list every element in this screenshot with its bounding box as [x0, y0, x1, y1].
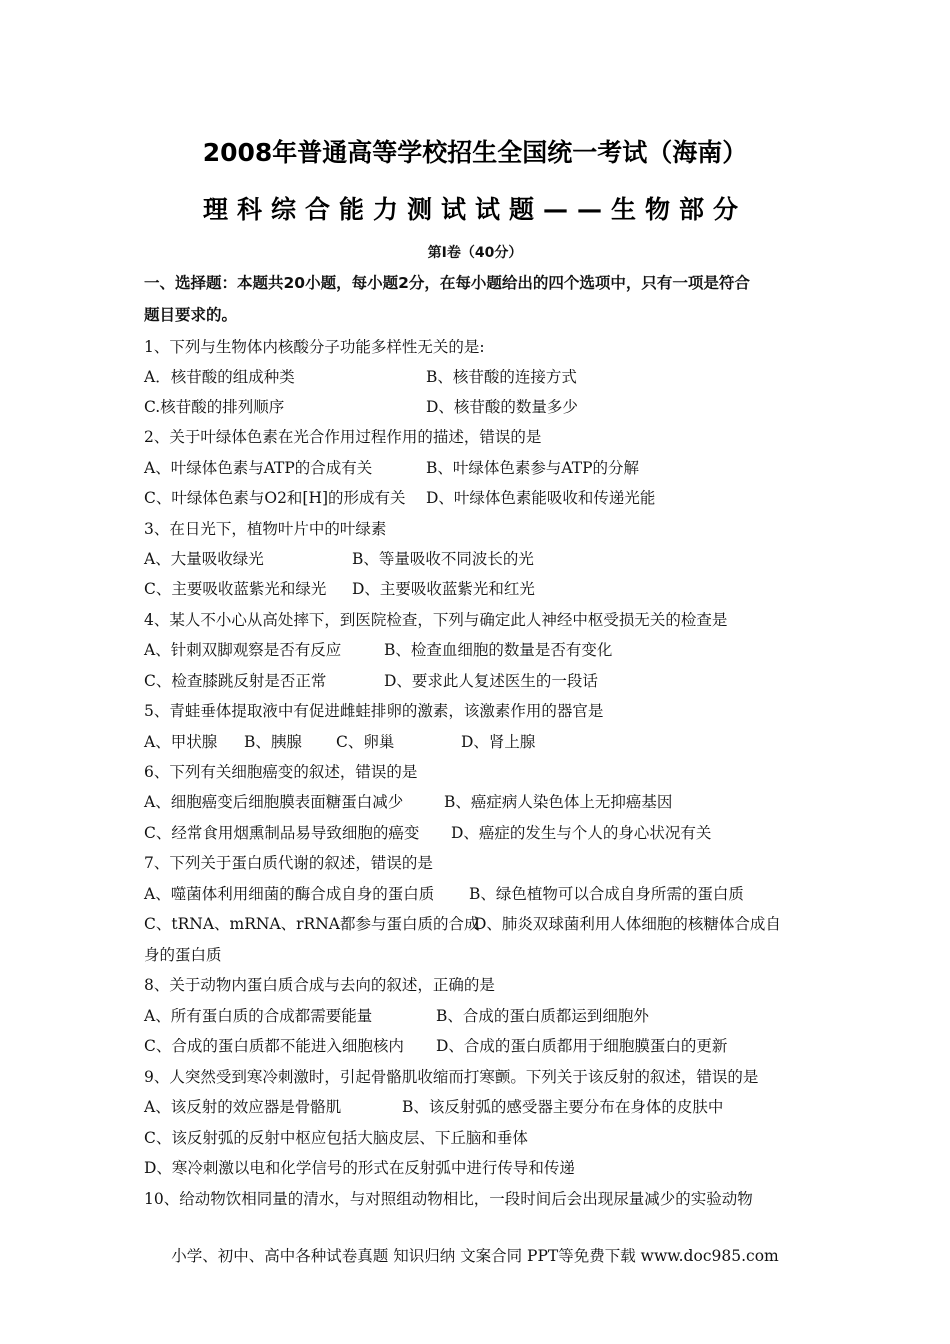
q2-option-b: B、叶绿体色素参与ATP的分解: [426, 459, 640, 477]
q2-option-a: A、叶绿体色素与ATP的合成有关: [144, 459, 373, 477]
q6-option-c: C、经常食用烟熏制品易导致细胞的癌变: [144, 824, 420, 842]
q7-option-d-continued: 身的蛋白质: [144, 946, 222, 964]
q1-option-b: B、核苷酸的连接方式: [426, 368, 577, 386]
q4-options-row-2: [144, 670, 814, 692]
q9-option-c: C、该反射弧的反射中枢应包括大脑皮层、下丘脑和垂体: [144, 1129, 528, 1147]
section-heading-line-1: 一、选择题：本题共20小题，每小题2分，在每小题给出的四个选项中，只有一项是符合: [144, 274, 750, 292]
q7-option-a: A、噬菌体利用细菌的酶合成自身的蛋白质: [144, 885, 435, 903]
q3-option-d: D、主要吸收蓝紫光和红光: [352, 580, 535, 598]
q5-option-c: C、卵巢: [336, 733, 395, 751]
question-6: 6、下列有关细胞癌变的叙述，错误的是: [144, 763, 418, 781]
q7-options-row-2: [144, 913, 814, 935]
exam-subtitle: 理科综合能力测试试题——生物部分: [202, 195, 747, 224]
q5-option-d: D、肾上腺: [461, 733, 536, 751]
q3-options-row-2: [144, 578, 814, 600]
question-8: 8、关于动物内蛋白质合成与去向的叙述，正确的是: [144, 976, 495, 994]
q6-option-d: D、癌症的发生与个人的身心状况有关: [451, 824, 712, 842]
q8-option-c: C、合成的蛋白质都不能进入细胞核内: [144, 1037, 404, 1055]
question-9: 9、人突然受到寒冷刺激时，引起骨骼肌收缩而打寒颤。下列关于该反射的叙述，错误的是: [144, 1068, 759, 1086]
q3-option-c: C、主要吸收蓝紫光和绿光: [144, 580, 327, 598]
q9-option-d: D、寒冷刺激以电和化学信号的形式在反射弧中进行传导和传递: [144, 1159, 575, 1177]
q3-option-b: B、等量吸收不同波长的光: [352, 550, 534, 568]
q8-option-b: B、合成的蛋白质都运到细胞外: [436, 1007, 649, 1025]
q4-option-b: B、检查血细胞的数量是否有变化: [384, 641, 613, 659]
q2-options-row-2: [144, 487, 814, 509]
q1-options-row-1: [144, 366, 814, 388]
q9-option-b: B、该反射弧的感受器主要分布在身体的皮肤中: [402, 1098, 724, 1116]
section-heading-line-2: 题目要求的。: [144, 306, 238, 324]
q4-options-row-1: [144, 639, 814, 661]
q8-options-row-1: [144, 1005, 814, 1027]
q9-option-a: A、该反射的效应器是骨骼肌: [144, 1098, 342, 1116]
q1-option-c: C.核苷酸的排列顺序: [144, 398, 285, 416]
q8-option-a: A、所有蛋白质的合成都需要能量: [144, 1007, 373, 1025]
q6-options-row-2: [144, 822, 814, 844]
question-7: 7、下列关于蛋白质代谢的叙述，错误的是: [144, 854, 433, 872]
q1-option-a: A．核苷酸的组成种类: [144, 368, 295, 386]
q4-option-d: D、要求此人复述医生的一段话: [384, 672, 598, 690]
q1-option-d: D、核苷酸的数量多少: [426, 398, 578, 416]
question-1: 1、下列与生物体内核酸分子功能多样性无关的是:: [144, 338, 485, 356]
q2-options-row-1: [144, 457, 814, 479]
q2-option-c: C、叶绿体色素与O2和[H]的形成有关: [144, 489, 406, 507]
q3-options-row-1: [144, 548, 814, 570]
question-3: 3、在日光下，植物叶片中的叶绿素: [144, 520, 387, 538]
q1-options-row-2: [144, 396, 814, 418]
q4-option-c: C、检查膝跳反射是否正常: [144, 672, 327, 690]
q6-option-b: B、癌症病人染色体上无抑癌基因: [444, 793, 673, 811]
q2-option-d: D、叶绿体色素能吸收和传递光能: [426, 489, 656, 507]
q8-option-d: D、合成的蛋白质都用于细胞膜蛋白的更新: [436, 1037, 728, 1055]
q7-option-c: C、tRNA、mRNA、rRNA都参与蛋白质的合成: [144, 915, 480, 933]
question-5: 5、青蛙垂体提取液中有促进雌蛙排卵的激素，该激素作用的器官是: [144, 702, 604, 720]
volume-heading: 第Ⅰ卷（40分）: [427, 245, 523, 261]
q7-option-b: B、绿色植物可以合成自身所需的蛋白质: [469, 885, 744, 903]
q3-option-a: A、大量吸收绿光: [144, 550, 264, 568]
question-2: 2、关于叶绿体色素在光合作用过程作用的描述，错误的是: [144, 428, 542, 446]
q5-option-b: B、胰腺: [244, 733, 302, 751]
q8-options-row-2: [144, 1035, 814, 1057]
q9-options-row-1: [144, 1096, 814, 1118]
q7-option-d: D、肺炎双球菌利用人体细胞的核糖体合成自: [474, 915, 781, 933]
question-10: 10、给动物饮相同量的清水，与对照组动物相比，一段时间后会出现尿量减少的实验动物: [144, 1190, 753, 1208]
exam-title: 2008年普通高等学校招生全国统一考试（海南）: [202, 138, 748, 167]
q6-options-row-1: [144, 791, 814, 813]
q5-options: [144, 731, 814, 753]
q6-option-a: A、细胞癌变后细胞膜表面糖蛋白减少: [144, 793, 404, 811]
question-4: 4、某人不小心从高处摔下，到医院检查，下列与确定此人神经中枢受损无关的检查是: [144, 611, 728, 629]
q5-option-a: A、甲状腺: [144, 733, 218, 751]
page-footer: 小学、初中、高中各种试卷真题 知识归纳 文案合同 PPT等免费下载 www.doc985.com: [171, 1247, 779, 1265]
q7-options-row-1: [144, 883, 814, 905]
q4-option-a: A、针刺双脚观察是否有反应: [144, 641, 342, 659]
